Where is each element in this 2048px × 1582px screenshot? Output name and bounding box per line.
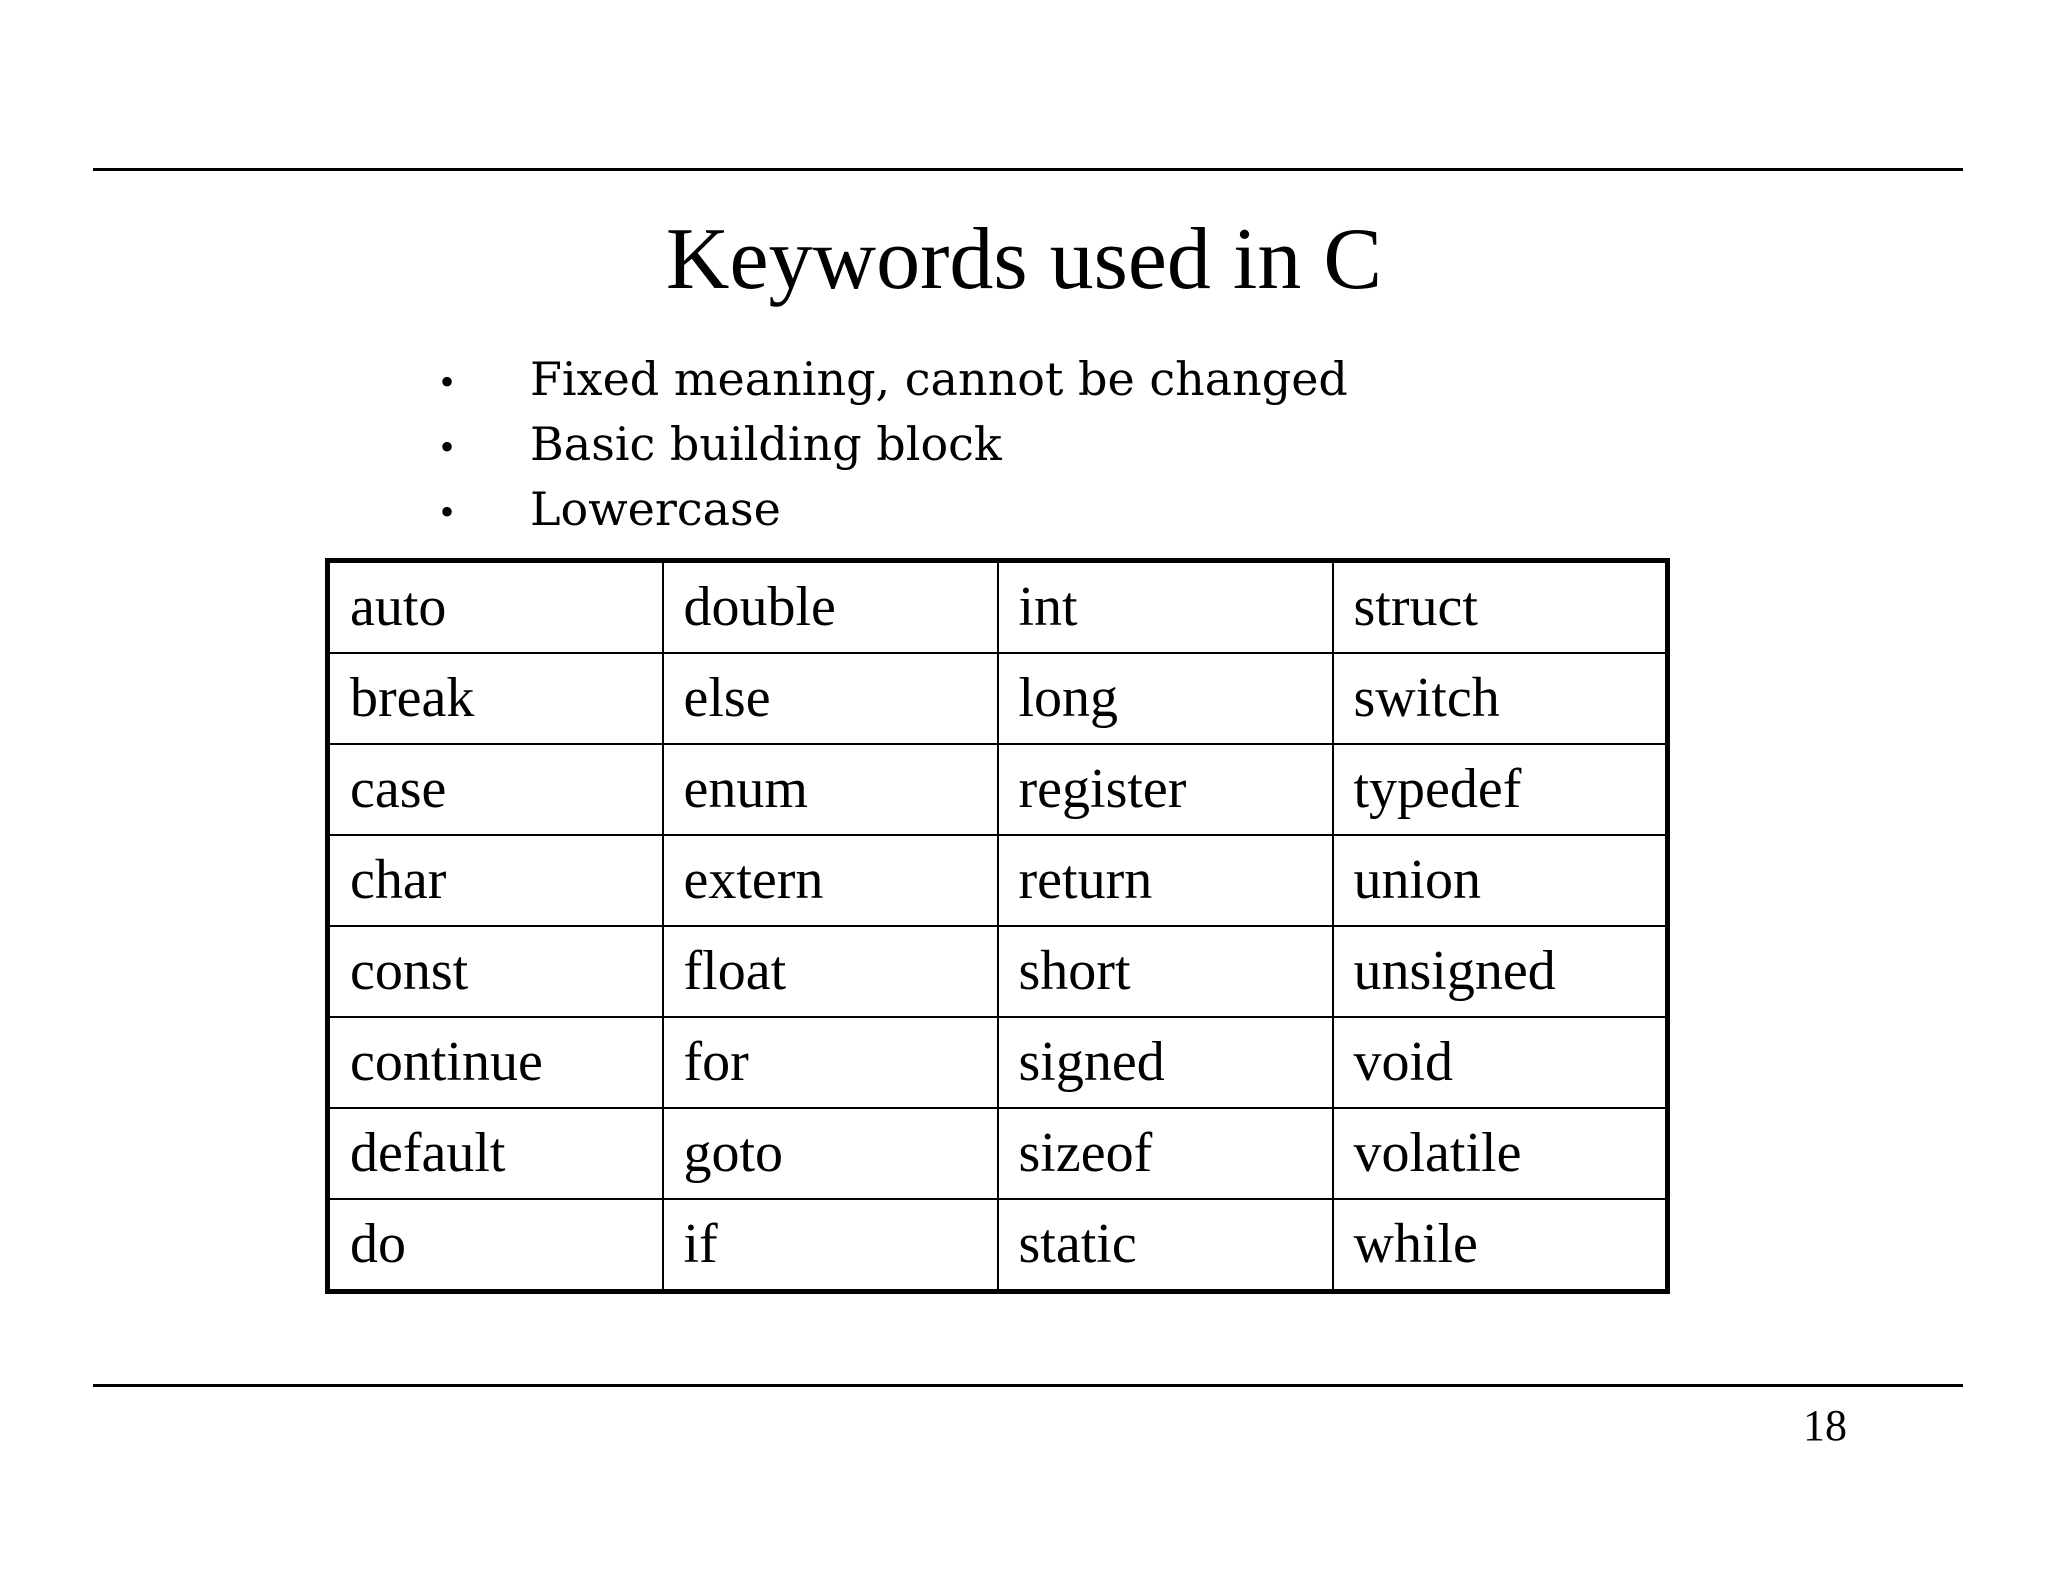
keywords-table (325, 558, 1670, 1294)
table-cell: do (328, 1199, 663, 1292)
table-cell: return (998, 835, 1333, 926)
table-cell: register (998, 744, 1333, 835)
bullet-text: Lowercase (530, 482, 781, 536)
bullet-glyph: • (440, 424, 455, 469)
top-divider (93, 168, 1963, 171)
table-cell: static (998, 1199, 1333, 1292)
table-cell: auto (328, 561, 663, 654)
table-cell: char (328, 835, 663, 926)
table-cell: short (998, 926, 1333, 1017)
table-cell: switch (1333, 653, 1668, 744)
bullet-item (440, 348, 1348, 413)
table-row (328, 926, 1668, 1017)
bullet-text: Fixed meaning, cannot be changed (530, 352, 1348, 406)
page-number: 18 (1803, 1401, 1847, 1450)
bullet-glyph: • (440, 489, 455, 534)
bullet-item (440, 413, 1348, 478)
table-cell: const (328, 926, 663, 1017)
table-row (328, 744, 1668, 835)
table-cell: extern (663, 835, 998, 926)
table-row (328, 1017, 1668, 1108)
table-row (328, 561, 1668, 654)
bullet-item (440, 478, 1348, 543)
bottom-divider (93, 1384, 1963, 1387)
bullet-list (440, 348, 1348, 543)
table-cell: volatile (1333, 1108, 1668, 1199)
table-cell: enum (663, 744, 998, 835)
table-cell: void (1333, 1017, 1668, 1108)
table-cell: goto (663, 1108, 998, 1199)
table-cell: double (663, 561, 998, 654)
table-cell: break (328, 653, 663, 744)
table-cell: int (998, 561, 1333, 654)
table-cell: sizeof (998, 1108, 1333, 1199)
table-row (328, 1108, 1668, 1199)
table-row (328, 653, 1668, 744)
bullet-glyph: • (440, 359, 455, 404)
table-cell: float (663, 926, 998, 1017)
table-row (328, 1199, 1668, 1292)
table-cell: struct (1333, 561, 1668, 654)
table-cell: if (663, 1199, 998, 1292)
table-cell: continue (328, 1017, 663, 1108)
table-cell: default (328, 1108, 663, 1199)
table-cell: while (1333, 1199, 1668, 1292)
table-cell: for (663, 1017, 998, 1108)
table-cell: long (998, 653, 1333, 744)
table-cell: typedef (1333, 744, 1668, 835)
table-row (328, 835, 1668, 926)
table-cell: union (1333, 835, 1668, 926)
table-cell: case (328, 744, 663, 835)
bullet-text: Basic building block (530, 417, 1002, 471)
table-cell: unsigned (1333, 926, 1668, 1017)
table-cell: signed (998, 1017, 1333, 1108)
table-cell: else (663, 653, 998, 744)
slide-title: Keywords used in C (665, 211, 1383, 308)
